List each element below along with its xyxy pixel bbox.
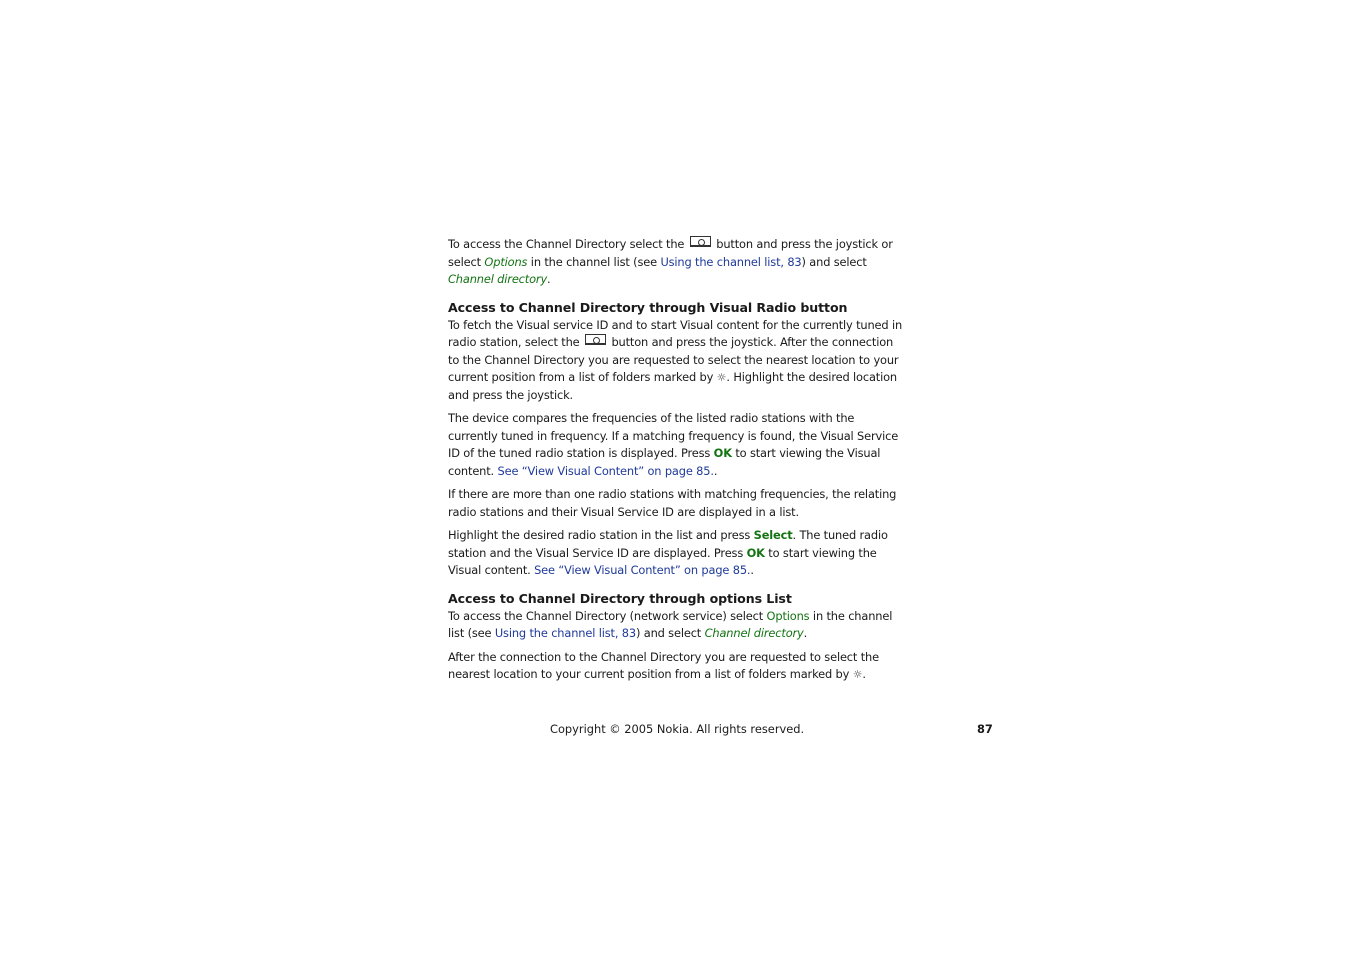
text: ) and select (801, 254, 867, 269)
section-heading-options-list: Access to Channel Directory through options List (448, 590, 792, 606)
paragraph-after-connection (448, 649, 904, 684)
ok-label: OK (713, 446, 732, 460)
visual-radio-button-icon (690, 236, 711, 247)
options-label: Options (766, 608, 810, 623)
view-visual-content-link[interactable]: See “View Visual Content” on page 85. (534, 563, 751, 577)
text: . (547, 272, 551, 286)
text: button and press the joystick. After the connection to the Channel Directory you are requested to select the nearest location to your current position from a list of folders marked by (448, 335, 899, 384)
text: to start viewing the Visual content. (448, 545, 877, 577)
visual-radio-button-icon (585, 334, 606, 345)
section-heading-visual-radio-button: Access to Channel Directory through Visual Radio button (448, 299, 848, 315)
text: . (750, 563, 754, 577)
paragraph-intro (448, 236, 904, 289)
text: To access the Channel Directory select the (448, 237, 688, 251)
ok-label: OK (746, 545, 765, 560)
sun-marker-icon: ☼ (716, 371, 727, 384)
text: . The tuned radio station and the Visual Service ID are displayed. Press (448, 528, 888, 560)
channel-list-link[interactable]: Using the channel list, 83 (494, 626, 636, 640)
text: After the connection to the Channel Directory you are requested to select the nearest location to your current position from a list of folders marked by (448, 649, 879, 681)
main-content (448, 236, 904, 684)
sun-marker-icon: ☼ (852, 668, 863, 681)
options-label: Options (484, 254, 528, 269)
text: Highlight the desired radio station in the list and press (448, 528, 754, 542)
text: button and press the joystick or select (448, 237, 893, 269)
channel-directory-label: Channel directory (704, 626, 804, 640)
text: . Highlight the desired location and press the joystick. (448, 370, 898, 402)
paragraph-compare-frequencies (448, 410, 904, 480)
paragraph-fetch-visual (448, 317, 904, 405)
paragraph-access-options (448, 608, 904, 643)
text: ) and select (635, 626, 705, 640)
text: . (713, 463, 718, 478)
text: . (803, 626, 808, 640)
text: . (862, 667, 866, 681)
text: in the channel list (see (448, 608, 893, 640)
paragraph-multiple-stations: If there are more than one radio stations with matching frequencies, the relating radio stations and their Visual Service ID are displayed in a list. (448, 487, 897, 519)
paragraph-highlight-station (448, 527, 904, 580)
text: To fetch the Visual service ID and to start Visual content for the currently tuned in radio station, select the (448, 317, 903, 349)
view-visual-content-link[interactable]: See “View Visual Content” on page 85. (497, 463, 714, 478)
text: to start viewing the Visual content. (448, 446, 881, 478)
page-number: 87 (977, 722, 993, 736)
text: in the channel list (see (527, 254, 661, 269)
channel-directory-label: Channel directory (448, 272, 548, 286)
text: To access the Channel Directory (network service) select (448, 608, 767, 623)
channel-list-link[interactable]: Using the channel list, 83 (660, 254, 802, 269)
copyright-footer: Copyright © 2005 Nokia. All rights reserved. (550, 722, 805, 736)
text: The device compares the frequencies of the listed radio stations with the currently tuned in frequency. If a matching frequency is found, the Visual Service ID of the tuned radio station is displayed. Press (448, 411, 899, 460)
select-label: Select (753, 528, 793, 542)
